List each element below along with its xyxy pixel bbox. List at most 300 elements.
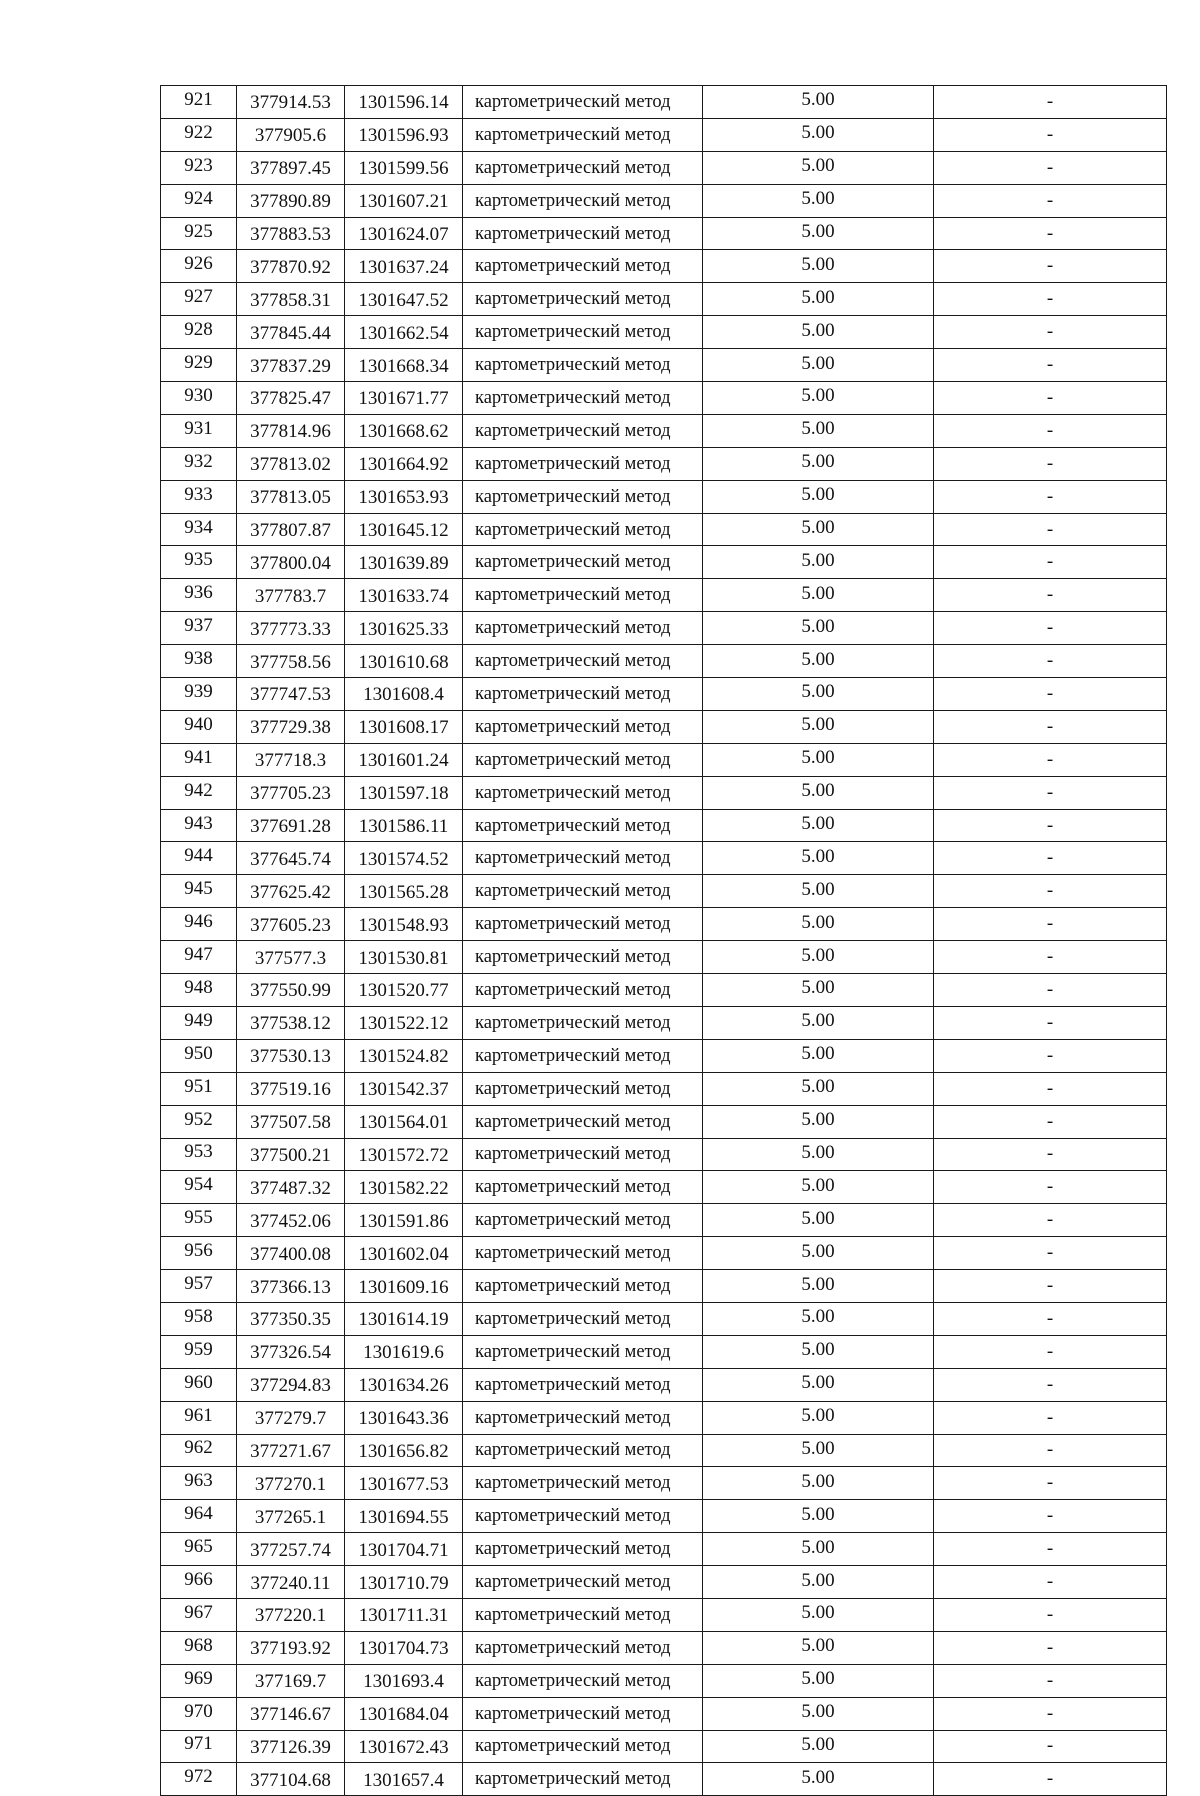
x-coordinate-cell: 377326.54 — [237, 1335, 345, 1368]
method-cell: картометрический метод — [463, 86, 703, 119]
accuracy-cell: 5.00 — [703, 1566, 934, 1599]
note-cell: - — [934, 1072, 1167, 1105]
point-number-cell: 966 — [161, 1566, 237, 1599]
table-row — [161, 1006, 1167, 1039]
x-coordinate-cell: 377691.28 — [237, 809, 345, 842]
y-coordinate-cell: 1301625.33 — [345, 612, 463, 645]
x-coordinate-cell: 377897.45 — [237, 151, 345, 184]
y-coordinate-cell: 1301643.36 — [345, 1401, 463, 1434]
point-number-cell: 956 — [161, 1237, 237, 1270]
accuracy-cell: 5.00 — [703, 447, 934, 480]
y-coordinate-cell: 1301582.22 — [345, 1171, 463, 1204]
note-cell: - — [934, 1368, 1167, 1401]
point-number-cell: 934 — [161, 513, 237, 546]
table-row — [161, 809, 1167, 842]
accuracy-cell: 5.00 — [703, 118, 934, 151]
note-cell: - — [934, 349, 1167, 382]
table-row — [161, 118, 1167, 151]
y-coordinate-cell: 1301694.55 — [345, 1500, 463, 1533]
point-number-cell: 935 — [161, 546, 237, 579]
point-number-cell: 964 — [161, 1500, 237, 1533]
note-cell: - — [934, 1467, 1167, 1500]
note-cell: - — [934, 1664, 1167, 1697]
x-coordinate-cell: 377883.53 — [237, 217, 345, 250]
table-row — [161, 678, 1167, 711]
point-number-cell: 925 — [161, 217, 237, 250]
y-coordinate-cell: 1301609.16 — [345, 1270, 463, 1303]
table-row — [161, 1697, 1167, 1730]
x-coordinate-cell: 377773.33 — [237, 612, 345, 645]
y-coordinate-cell: 1301662.54 — [345, 316, 463, 349]
accuracy-cell: 5.00 — [703, 1368, 934, 1401]
point-number-cell: 962 — [161, 1434, 237, 1467]
y-coordinate-cell: 1301586.11 — [345, 809, 463, 842]
x-coordinate-cell: 377747.53 — [237, 678, 345, 711]
y-coordinate-cell: 1301668.34 — [345, 349, 463, 382]
x-coordinate-cell: 377169.7 — [237, 1664, 345, 1697]
method-cell: картометрический метод — [463, 1664, 703, 1697]
method-cell: картометрический метод — [463, 1598, 703, 1631]
accuracy-cell: 5.00 — [703, 842, 934, 875]
method-cell: картометрический метод — [463, 1500, 703, 1533]
point-number-cell: 953 — [161, 1138, 237, 1171]
accuracy-cell: 5.00 — [703, 1434, 934, 1467]
point-number-cell: 923 — [161, 151, 237, 184]
point-number-cell: 959 — [161, 1335, 237, 1368]
method-cell: картометрический метод — [463, 1335, 703, 1368]
y-coordinate-cell: 1301684.04 — [345, 1697, 463, 1730]
y-coordinate-cell: 1301677.53 — [345, 1467, 463, 1500]
accuracy-cell: 5.00 — [703, 1039, 934, 1072]
x-coordinate-cell: 377814.96 — [237, 414, 345, 447]
point-number-cell: 922 — [161, 118, 237, 151]
point-number-cell: 944 — [161, 842, 237, 875]
x-coordinate-cell: 377645.74 — [237, 842, 345, 875]
point-number-cell: 960 — [161, 1368, 237, 1401]
x-coordinate-cell: 377257.74 — [237, 1533, 345, 1566]
y-coordinate-cell: 1301601.24 — [345, 743, 463, 776]
x-coordinate-cell: 377807.87 — [237, 513, 345, 546]
note-cell: - — [934, 480, 1167, 513]
y-coordinate-cell: 1301614.19 — [345, 1302, 463, 1335]
point-number-cell: 941 — [161, 743, 237, 776]
accuracy-cell: 5.00 — [703, 1401, 934, 1434]
x-coordinate-cell: 377845.44 — [237, 316, 345, 349]
method-cell: картометрический метод — [463, 1302, 703, 1335]
method-cell: картометрический метод — [463, 217, 703, 250]
point-number-cell: 951 — [161, 1072, 237, 1105]
y-coordinate-cell: 1301634.26 — [345, 1368, 463, 1401]
table-row — [161, 1566, 1167, 1599]
x-coordinate-cell: 377705.23 — [237, 776, 345, 809]
note-cell: - — [934, 645, 1167, 678]
y-coordinate-cell: 1301645.12 — [345, 513, 463, 546]
point-number-cell: 931 — [161, 414, 237, 447]
note-cell: - — [934, 217, 1167, 250]
point-number-cell: 952 — [161, 1105, 237, 1138]
table-row — [161, 1368, 1167, 1401]
note-cell: - — [934, 513, 1167, 546]
coordinates-table — [160, 85, 1167, 1796]
method-cell: картометрический метод — [463, 316, 703, 349]
method-cell: картометрический метод — [463, 1533, 703, 1566]
y-coordinate-cell: 1301530.81 — [345, 941, 463, 974]
method-cell: картометрический метод — [463, 118, 703, 151]
table-row — [161, 842, 1167, 875]
y-coordinate-cell: 1301520.77 — [345, 974, 463, 1007]
accuracy-cell: 5.00 — [703, 1598, 934, 1631]
x-coordinate-cell: 377452.06 — [237, 1204, 345, 1237]
method-cell: картометрический метод — [463, 612, 703, 645]
method-cell: картометрический метод — [463, 1105, 703, 1138]
point-number-cell: 929 — [161, 349, 237, 382]
table-row — [161, 1434, 1167, 1467]
method-cell: картометрический метод — [463, 710, 703, 743]
table-row — [161, 1533, 1167, 1566]
x-coordinate-cell: 377400.08 — [237, 1237, 345, 1270]
method-cell: картометрический метод — [463, 349, 703, 382]
x-coordinate-cell: 377265.1 — [237, 1500, 345, 1533]
point-number-cell: 950 — [161, 1039, 237, 1072]
accuracy-cell: 5.00 — [703, 710, 934, 743]
method-cell: картометрический метод — [463, 776, 703, 809]
note-cell: - — [934, 1006, 1167, 1039]
x-coordinate-cell: 377550.99 — [237, 974, 345, 1007]
point-number-cell: 961 — [161, 1401, 237, 1434]
point-number-cell: 942 — [161, 776, 237, 809]
accuracy-cell: 5.00 — [703, 250, 934, 283]
table-row — [161, 513, 1167, 546]
x-coordinate-cell: 377538.12 — [237, 1006, 345, 1039]
accuracy-cell: 5.00 — [703, 1533, 934, 1566]
note-cell: - — [934, 743, 1167, 776]
point-number-cell: 963 — [161, 1467, 237, 1500]
y-coordinate-cell: 1301597.18 — [345, 776, 463, 809]
accuracy-cell: 5.00 — [703, 743, 934, 776]
point-number-cell: 972 — [161, 1763, 237, 1796]
table-row — [161, 1730, 1167, 1763]
y-coordinate-cell: 1301522.12 — [345, 1006, 463, 1039]
point-number-cell: 968 — [161, 1631, 237, 1664]
method-cell: картометрический метод — [463, 1006, 703, 1039]
table-row — [161, 908, 1167, 941]
y-coordinate-cell: 1301704.73 — [345, 1631, 463, 1664]
accuracy-cell: 5.00 — [703, 1500, 934, 1533]
note-cell: - — [934, 710, 1167, 743]
accuracy-cell: 5.00 — [703, 480, 934, 513]
note-cell: - — [934, 316, 1167, 349]
table-row — [161, 349, 1167, 382]
x-coordinate-cell: 377104.68 — [237, 1763, 345, 1796]
note-cell: - — [934, 184, 1167, 217]
accuracy-cell: 5.00 — [703, 283, 934, 316]
accuracy-cell: 5.00 — [703, 151, 934, 184]
accuracy-cell: 5.00 — [703, 1631, 934, 1664]
y-coordinate-cell: 1301608.17 — [345, 710, 463, 743]
accuracy-cell: 5.00 — [703, 1006, 934, 1039]
table-row — [161, 86, 1167, 119]
table-row — [161, 1401, 1167, 1434]
x-coordinate-cell: 377220.1 — [237, 1598, 345, 1631]
x-coordinate-cell: 377729.38 — [237, 710, 345, 743]
accuracy-cell: 5.00 — [703, 1072, 934, 1105]
y-coordinate-cell: 1301671.77 — [345, 382, 463, 415]
accuracy-cell: 5.00 — [703, 414, 934, 447]
method-cell: картометрический метод — [463, 1072, 703, 1105]
x-coordinate-cell: 377193.92 — [237, 1631, 345, 1664]
x-coordinate-cell: 377800.04 — [237, 546, 345, 579]
x-coordinate-cell: 377758.56 — [237, 645, 345, 678]
accuracy-cell: 5.00 — [703, 1237, 934, 1270]
y-coordinate-cell: 1301704.71 — [345, 1533, 463, 1566]
accuracy-cell: 5.00 — [703, 1730, 934, 1763]
point-number-cell: 967 — [161, 1598, 237, 1631]
x-coordinate-cell: 377366.13 — [237, 1270, 345, 1303]
note-cell: - — [934, 1533, 1167, 1566]
method-cell: картометрический метод — [463, 184, 703, 217]
table-row — [161, 480, 1167, 513]
table-row — [161, 1171, 1167, 1204]
method-cell: картометрический метод — [463, 678, 703, 711]
note-cell: - — [934, 447, 1167, 480]
x-coordinate-cell: 377240.11 — [237, 1566, 345, 1599]
y-coordinate-cell: 1301572.72 — [345, 1138, 463, 1171]
y-coordinate-cell: 1301711.31 — [345, 1598, 463, 1631]
method-cell: картометрический метод — [463, 1039, 703, 1072]
table-row — [161, 1631, 1167, 1664]
note-cell: - — [934, 1730, 1167, 1763]
method-cell: картометрический метод — [463, 480, 703, 513]
table-row — [161, 743, 1167, 776]
table-row — [161, 612, 1167, 645]
y-coordinate-cell: 1301574.52 — [345, 842, 463, 875]
method-cell: картометрический метод — [463, 1434, 703, 1467]
y-coordinate-cell: 1301624.07 — [345, 217, 463, 250]
y-coordinate-cell: 1301693.4 — [345, 1664, 463, 1697]
note-cell: - — [934, 382, 1167, 415]
point-number-cell: 924 — [161, 184, 237, 217]
point-number-cell: 921 — [161, 86, 237, 119]
accuracy-cell: 5.00 — [703, 1171, 934, 1204]
accuracy-cell: 5.00 — [703, 1270, 934, 1303]
note-cell: - — [934, 1204, 1167, 1237]
accuracy-cell: 5.00 — [703, 217, 934, 250]
note-cell: - — [934, 1171, 1167, 1204]
note-cell: - — [934, 118, 1167, 151]
x-coordinate-cell: 377530.13 — [237, 1039, 345, 1072]
method-cell: картометрический метод — [463, 1467, 703, 1500]
point-number-cell: 970 — [161, 1697, 237, 1730]
method-cell: картометрический метод — [463, 513, 703, 546]
x-coordinate-cell: 377837.29 — [237, 349, 345, 382]
point-number-cell: 937 — [161, 612, 237, 645]
point-number-cell: 932 — [161, 447, 237, 480]
y-coordinate-cell: 1301637.24 — [345, 250, 463, 283]
table-row — [161, 1302, 1167, 1335]
note-cell: - — [934, 250, 1167, 283]
note-cell: - — [934, 1237, 1167, 1270]
table-row — [161, 217, 1167, 250]
table-row — [161, 1105, 1167, 1138]
y-coordinate-cell: 1301548.93 — [345, 908, 463, 941]
note-cell: - — [934, 1631, 1167, 1664]
x-coordinate-cell: 377813.02 — [237, 447, 345, 480]
note-cell: - — [934, 1105, 1167, 1138]
x-coordinate-cell: 377500.21 — [237, 1138, 345, 1171]
point-number-cell: 948 — [161, 974, 237, 1007]
method-cell: картометрический метод — [463, 645, 703, 678]
note-cell: - — [934, 875, 1167, 908]
table-row — [161, 1039, 1167, 1072]
table-row — [161, 283, 1167, 316]
accuracy-cell: 5.00 — [703, 612, 934, 645]
accuracy-cell: 5.00 — [703, 184, 934, 217]
table-row — [161, 1467, 1167, 1500]
x-coordinate-cell: 377146.67 — [237, 1697, 345, 1730]
table-row — [161, 1138, 1167, 1171]
x-coordinate-cell: 377279.7 — [237, 1401, 345, 1434]
y-coordinate-cell: 1301668.62 — [345, 414, 463, 447]
accuracy-cell: 5.00 — [703, 776, 934, 809]
note-cell: - — [934, 1598, 1167, 1631]
table-row — [161, 151, 1167, 184]
point-number-cell: 938 — [161, 645, 237, 678]
table-row — [161, 546, 1167, 579]
method-cell: картометрический метод — [463, 875, 703, 908]
point-number-cell: 926 — [161, 250, 237, 283]
y-coordinate-cell: 1301542.37 — [345, 1072, 463, 1105]
table-row — [161, 1763, 1167, 1796]
y-coordinate-cell: 1301565.28 — [345, 875, 463, 908]
accuracy-cell: 5.00 — [703, 875, 934, 908]
note-cell: - — [934, 1697, 1167, 1730]
method-cell: картометрический метод — [463, 908, 703, 941]
accuracy-cell: 5.00 — [703, 316, 934, 349]
table-row — [161, 414, 1167, 447]
accuracy-cell: 5.00 — [703, 678, 934, 711]
note-cell: - — [934, 678, 1167, 711]
x-coordinate-cell: 377870.92 — [237, 250, 345, 283]
note-cell: - — [934, 546, 1167, 579]
accuracy-cell: 5.00 — [703, 1664, 934, 1697]
method-cell: картометрический метод — [463, 1631, 703, 1664]
accuracy-cell: 5.00 — [703, 1302, 934, 1335]
accuracy-cell: 5.00 — [703, 1763, 934, 1796]
table-row — [161, 1237, 1167, 1270]
note-cell: - — [934, 1039, 1167, 1072]
method-cell: картометрический метод — [463, 1270, 703, 1303]
accuracy-cell: 5.00 — [703, 579, 934, 612]
method-cell: картометрический метод — [463, 1237, 703, 1270]
note-cell: - — [934, 776, 1167, 809]
note-cell: - — [934, 612, 1167, 645]
x-coordinate-cell: 377783.7 — [237, 579, 345, 612]
table-row — [161, 776, 1167, 809]
note-cell: - — [934, 1566, 1167, 1599]
table-row — [161, 875, 1167, 908]
method-cell: картометрический метод — [463, 1138, 703, 1171]
x-coordinate-cell: 377270.1 — [237, 1467, 345, 1500]
note-cell: - — [934, 809, 1167, 842]
method-cell: картометрический метод — [463, 1368, 703, 1401]
point-number-cell: 955 — [161, 1204, 237, 1237]
method-cell: картометрический метод — [463, 743, 703, 776]
method-cell: картометрический метод — [463, 1763, 703, 1796]
note-cell: - — [934, 283, 1167, 316]
accuracy-cell: 5.00 — [703, 1467, 934, 1500]
table-row — [161, 382, 1167, 415]
table-row — [161, 974, 1167, 1007]
note-cell: - — [934, 1270, 1167, 1303]
note-cell: - — [934, 1335, 1167, 1368]
point-number-cell: 965 — [161, 1533, 237, 1566]
point-number-cell: 945 — [161, 875, 237, 908]
x-coordinate-cell: 377487.32 — [237, 1171, 345, 1204]
y-coordinate-cell: 1301633.74 — [345, 579, 463, 612]
method-cell: картометрический метод — [463, 809, 703, 842]
y-coordinate-cell: 1301647.52 — [345, 283, 463, 316]
table-row — [161, 447, 1167, 480]
y-coordinate-cell: 1301608.4 — [345, 678, 463, 711]
note-cell: - — [934, 86, 1167, 119]
y-coordinate-cell: 1301710.79 — [345, 1566, 463, 1599]
note-cell: - — [934, 1302, 1167, 1335]
y-coordinate-cell: 1301591.86 — [345, 1204, 463, 1237]
accuracy-cell: 5.00 — [703, 974, 934, 1007]
point-number-cell: 936 — [161, 579, 237, 612]
table-row — [161, 1072, 1167, 1105]
note-cell: - — [934, 1763, 1167, 1796]
x-coordinate-cell: 377126.39 — [237, 1730, 345, 1763]
table-row — [161, 316, 1167, 349]
accuracy-cell: 5.00 — [703, 908, 934, 941]
y-coordinate-cell: 1301653.93 — [345, 480, 463, 513]
point-number-cell: 954 — [161, 1171, 237, 1204]
table-row — [161, 579, 1167, 612]
x-coordinate-cell: 377914.53 — [237, 86, 345, 119]
method-cell: картометрический метод — [463, 382, 703, 415]
x-coordinate-cell: 377890.89 — [237, 184, 345, 217]
point-number-cell: 927 — [161, 283, 237, 316]
x-coordinate-cell: 377625.42 — [237, 875, 345, 908]
method-cell: картометрический метод — [463, 546, 703, 579]
y-coordinate-cell: 1301656.82 — [345, 1434, 463, 1467]
point-number-cell: 946 — [161, 908, 237, 941]
y-coordinate-cell: 1301564.01 — [345, 1105, 463, 1138]
method-cell: картометрический метод — [463, 414, 703, 447]
method-cell: картометрический метод — [463, 842, 703, 875]
point-number-cell: 949 — [161, 1006, 237, 1039]
accuracy-cell: 5.00 — [703, 513, 934, 546]
table-row — [161, 1270, 1167, 1303]
table-row — [161, 1598, 1167, 1631]
table-row — [161, 1500, 1167, 1533]
note-cell: - — [934, 974, 1167, 1007]
table-row — [161, 184, 1167, 217]
method-cell: картометрический метод — [463, 151, 703, 184]
method-cell: картометрический метод — [463, 1566, 703, 1599]
method-cell: картометрический метод — [463, 941, 703, 974]
y-coordinate-cell: 1301639.89 — [345, 546, 463, 579]
accuracy-cell: 5.00 — [703, 941, 934, 974]
note-cell: - — [934, 941, 1167, 974]
accuracy-cell: 5.00 — [703, 349, 934, 382]
point-number-cell: 939 — [161, 678, 237, 711]
accuracy-cell: 5.00 — [703, 1138, 934, 1171]
accuracy-cell: 5.00 — [703, 645, 934, 678]
method-cell: картометрический метод — [463, 1204, 703, 1237]
note-cell: - — [934, 1401, 1167, 1434]
